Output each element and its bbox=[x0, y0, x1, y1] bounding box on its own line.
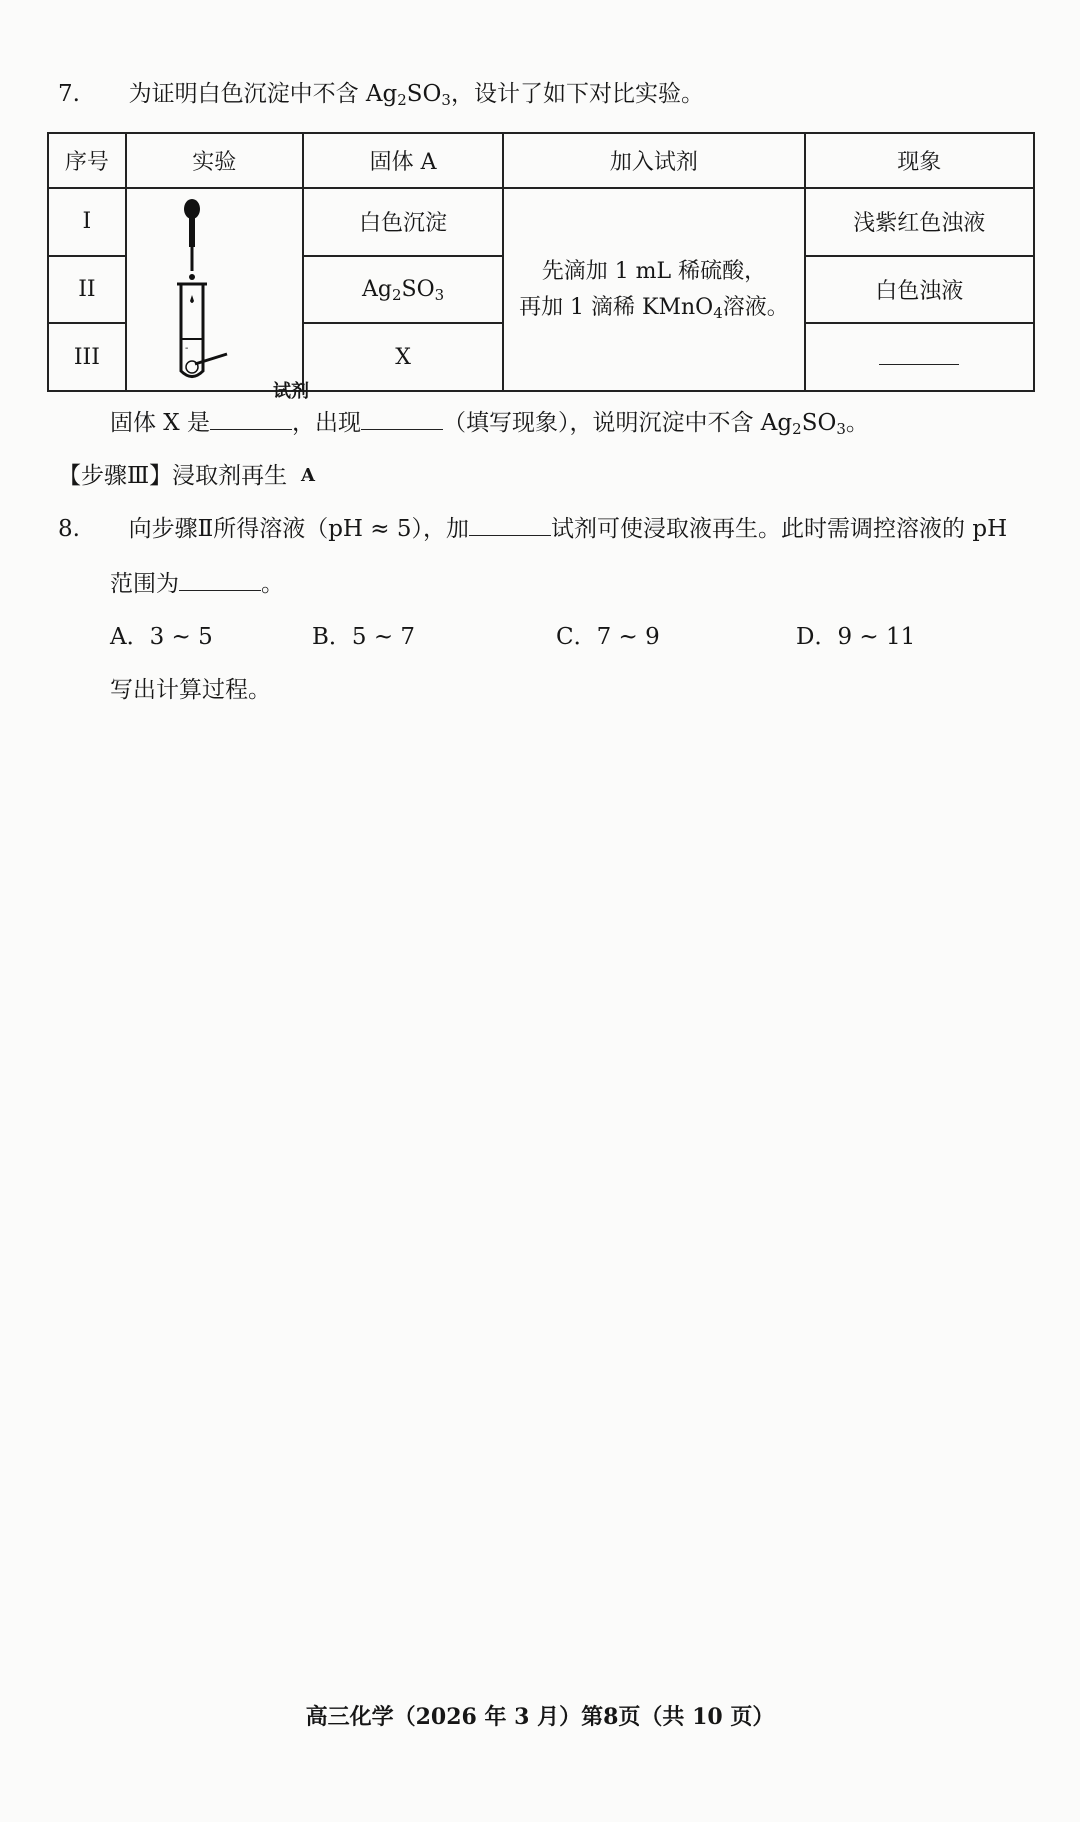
phenomenon-cell: 浅紫红色浊液 bbox=[805, 188, 1034, 256]
question-number: 7. bbox=[58, 81, 80, 107]
header-cell: 实验 bbox=[126, 133, 303, 188]
row-id: I bbox=[48, 188, 126, 256]
option-a[interactable]: A．3 ~ 5 bbox=[110, 624, 213, 650]
test-tube-dropper-figure bbox=[129, 189, 299, 384]
option-b[interactable]: B．5 ~ 7 bbox=[312, 624, 416, 650]
table-row bbox=[48, 188, 1034, 256]
reagent-cell: 先滴加 1 mL 稀硫酸， 再加 1 滴稀 KMnO$_4$溶液。 bbox=[503, 188, 804, 391]
question-7-answer-line: 固体 X 是 ，出现 （填写现象），说明沉淀中不含 $Ag_2SO_3$。 bbox=[110, 410, 869, 438]
question-8-line-1: 8. 向步骤Ⅱ所得溶液（pH ≈ 5），加 试剂可使浸取液再生。此时需调控溶液的 pH bbox=[58, 516, 1008, 542]
answer-blank-ph-range[interactable] bbox=[179, 570, 261, 591]
option-d[interactable]: D．9 ~ 11 bbox=[796, 624, 916, 650]
phenomenon-answer-blank[interactable] bbox=[805, 323, 1034, 391]
table-header-row bbox=[48, 133, 1034, 188]
question-8-line-2: 范围为 。 bbox=[110, 571, 284, 597]
phenomenon-cell: 白色浊液 bbox=[805, 256, 1034, 324]
header-cell: 序号 bbox=[48, 133, 126, 188]
step-3-heading: 【步骤Ⅲ】浸取剂再生 bbox=[58, 463, 288, 489]
page-footer: 高三化学（2026 年 3 月）第8页（共 10 页） bbox=[305, 1704, 775, 1730]
figure-label-solid-a: A bbox=[301, 465, 315, 486]
answer-blank-phenomenon[interactable] bbox=[361, 409, 443, 430]
question-number: 8. bbox=[58, 516, 80, 542]
row-id: III bbox=[48, 323, 126, 391]
question-7-title: 7. 为证明白色沉淀中不含 $Ag_2SO_3$，设计了如下对比实验。 bbox=[58, 81, 704, 109]
solid-cell: X bbox=[303, 323, 504, 391]
solid-cell: 白色沉淀 bbox=[303, 188, 504, 256]
answer-blank-reagent[interactable] bbox=[469, 515, 551, 536]
header-cell: 固体 A bbox=[303, 133, 504, 188]
svg-text:-: - bbox=[185, 343, 189, 354]
solid-cell: $Ag_2SO_3$ bbox=[303, 256, 504, 324]
header-cell: 现象 bbox=[805, 133, 1034, 188]
figure-label-reagent: 试剂 bbox=[273, 381, 309, 402]
option-c[interactable]: C．7 ~ 9 bbox=[556, 624, 660, 650]
row-id: II bbox=[48, 256, 126, 324]
header-cell: 加入试剂 bbox=[503, 133, 804, 188]
answer-blank-solid-x[interactable] bbox=[210, 409, 292, 430]
question-8-instruction: 写出计算过程。 bbox=[110, 677, 271, 703]
